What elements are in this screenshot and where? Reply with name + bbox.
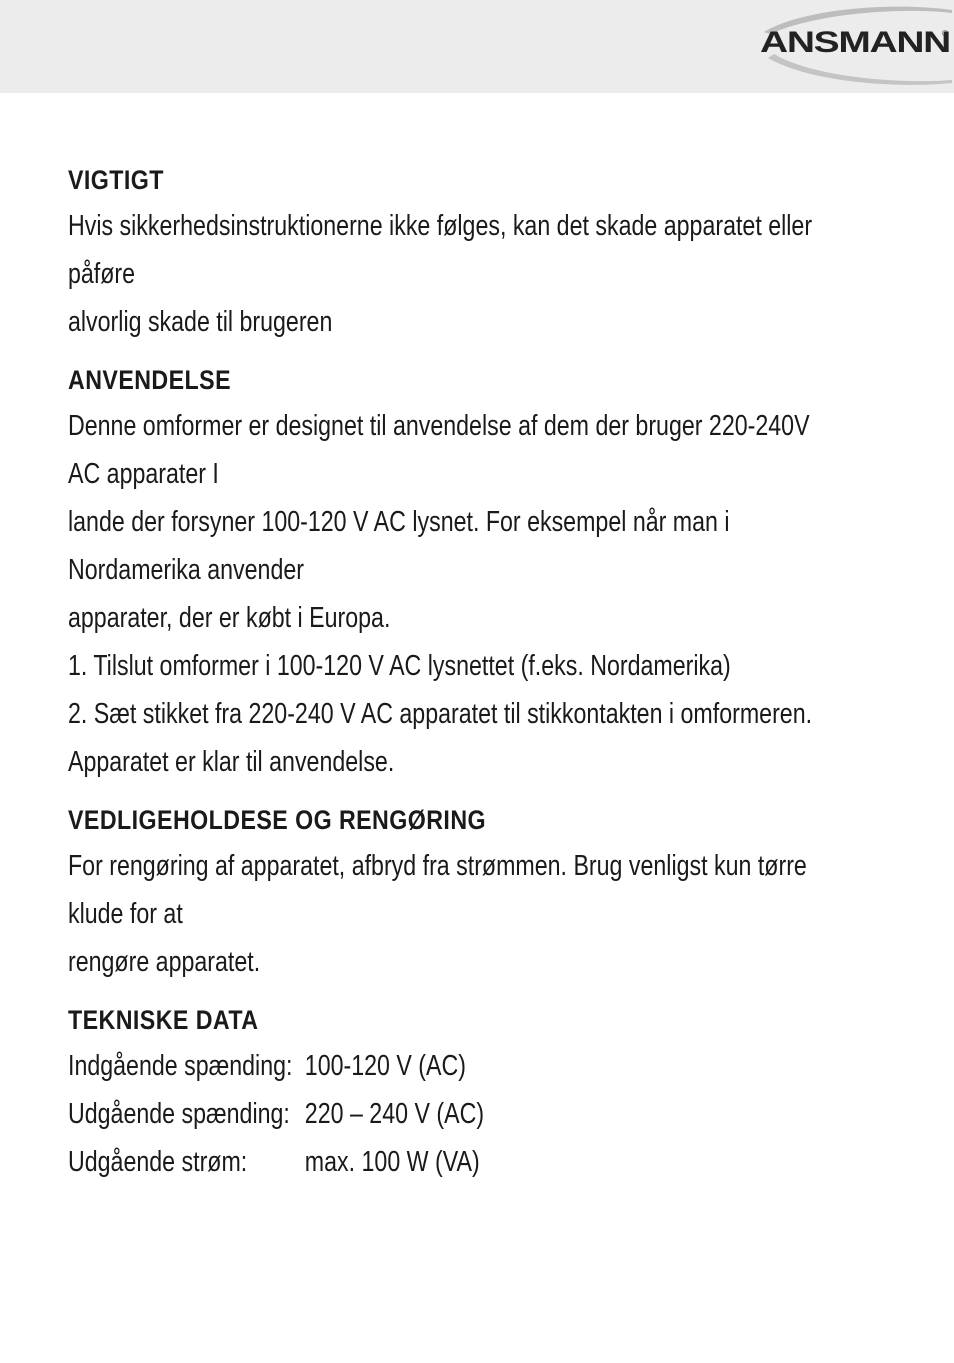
spec-row-output-voltage: [68, 1090, 724, 1138]
text-line: alvorlig skade til brugeren: [68, 306, 333, 338]
section-heading: VEDLIGEHOLDESE OG RENGØRING: [68, 805, 487, 835]
text-line: 2. Sæt stikket fra 220-240 V AC apparatet til stikkontakten i omformeren.: [68, 698, 813, 730]
text-line: Denne omformer er designet til anvendelse af dem der bruger 220-240V: [68, 410, 810, 442]
section-anvendelse: [68, 358, 888, 786]
text-line: Apparatet er klar til anvendelse.: [68, 746, 395, 778]
text-line: rengøre apparatet.: [68, 946, 261, 978]
text-line: klude for at: [68, 898, 183, 930]
registered-mark: ®: [942, 29, 948, 38]
ansmann-logo: [664, 0, 954, 93]
text-line: AC apparater I: [68, 458, 219, 490]
spec-row-output-power: [68, 1138, 724, 1186]
section-tekniske-data: [68, 998, 888, 1186]
logo-wordmark: ANSMANN: [760, 26, 950, 59]
text-line: 1. Tilslut omformer i 100-120 V AC lysnettet (f.eks. Nordamerika): [68, 650, 731, 682]
text-line: apparater, der er købt i Europa.: [68, 602, 391, 634]
manual-content: [68, 158, 888, 1198]
text-line: Nordamerika anvender: [68, 554, 304, 586]
spec-label: Indgående spænding:: [68, 1050, 293, 1082]
section-vedligeholdelse: [68, 798, 888, 986]
spec-value: 220 – 240 V (AC): [304, 1098, 485, 1130]
spec-value: 100-120 V (AC): [304, 1050, 466, 1082]
section-vigtigt: [68, 158, 888, 346]
text-line: Hvis sikkerhedsinstruktionerne ikke følges, kan det skade apparatet eller: [68, 210, 813, 242]
text-line: lande der forsyner 100-120 V AC lysnet. For eksempel når man i: [68, 506, 730, 538]
spec-row-input-voltage: [68, 1042, 724, 1090]
spec-value: max. 100 W (VA): [304, 1146, 480, 1178]
spec-label: Udgående strøm:: [68, 1146, 248, 1178]
section-heading: TEKNISKE DATA: [68, 1005, 259, 1035]
section-heading: ANVENDELSE: [68, 365, 231, 395]
spec-label: Udgående spænding:: [68, 1098, 290, 1130]
section-heading: VIGTIGT: [68, 165, 164, 195]
text-line: påføre: [68, 258, 136, 290]
text-line: For rengøring af apparatet, afbryd fra strømmen. Brug venligst kun tørre: [68, 850, 807, 882]
